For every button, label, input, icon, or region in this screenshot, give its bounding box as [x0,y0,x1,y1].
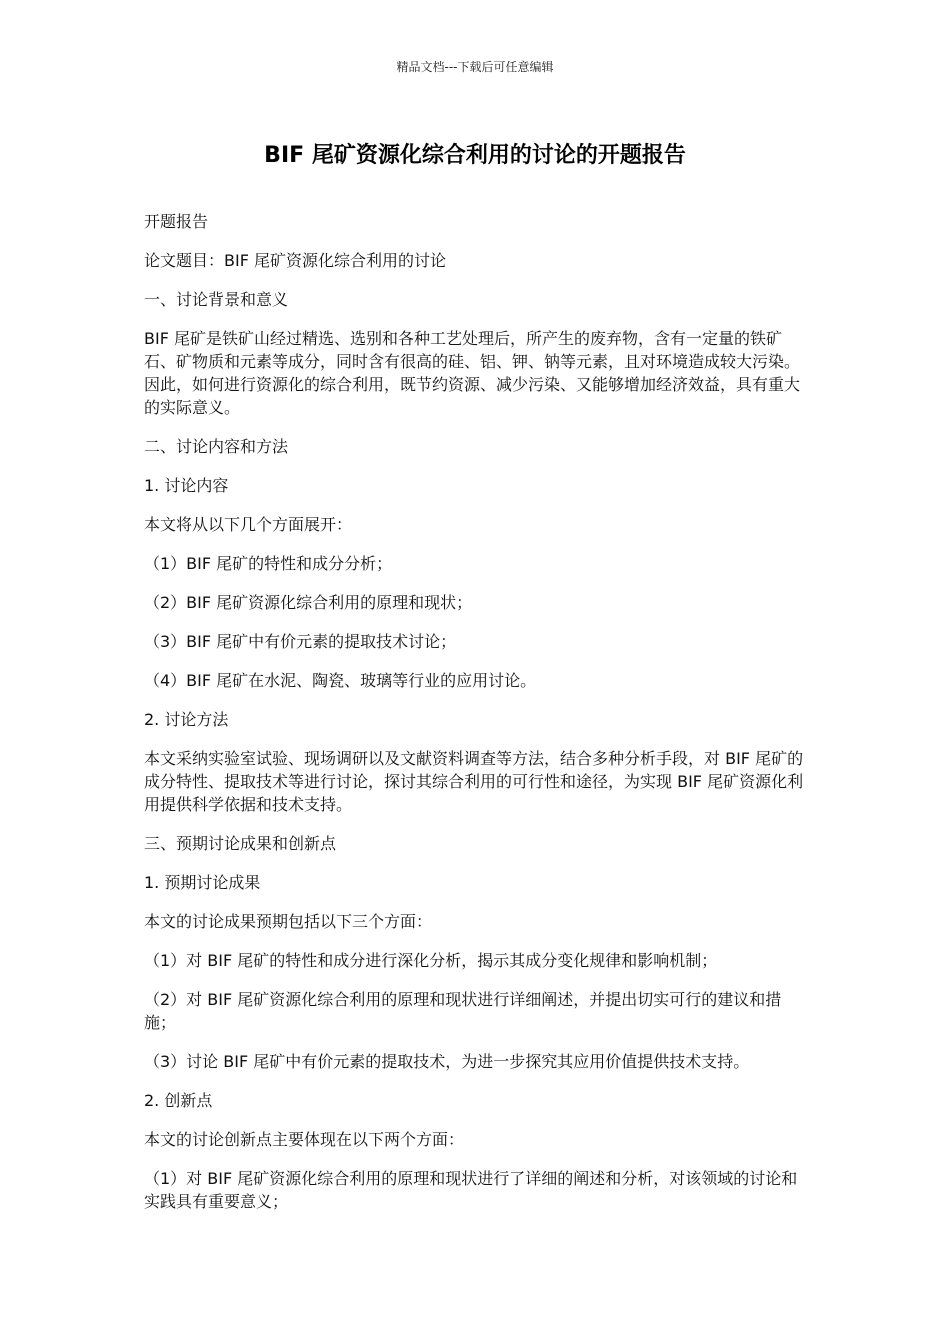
paragraph-outcomes-intro: 本文的讨论成果预期包括以下三个方面： [144,912,433,931]
paragraph-innovation-intro: 本文的讨论创新点主要体现在以下两个方面： [144,1130,465,1149]
subheading-methods: 2. 讨论方法 [144,710,229,729]
section-heading-outcomes: 三、预期讨论成果和创新点 [144,834,337,853]
section-heading-background: 一、讨论背景和意义 [144,290,289,309]
list-item-outcome-2: （2）对 BIF 尾矿资源化综合利用的原理和现状进行详细阐述，并提出切实可行的建议和措施； [144,990,782,1032]
list-item-content-4: （4）BIF 尾矿在水泥、陶瓷、玻璃等行业的应用讨论。 [144,671,537,690]
section-heading-content-methods: 二、讨论内容和方法 [144,437,289,456]
list-item-outcome-1: （1）对 BIF 尾矿的特性和成分进行深化分析，揭示其成分变化规律和影响机制； [144,951,718,970]
document-body [144,210,810,1229]
list-item-innovation-1: （1）对 BIF 尾矿资源化综合利用的原理和现状进行了详细的阐述和分析，对该领域的讨论和实践具有重要意义； [144,1169,798,1211]
paragraph-report-label: 开题报告 [144,212,209,231]
paragraph-thesis-topic: 论文题目：BIF 尾矿资源化综合利用的讨论 [144,251,446,270]
paragraph-background: BIF 尾矿是铁矿山经过精选、选别和各种工艺处理后，所产生的废弃物，含有一定量的铁矿石、矿物质和元素等成分，同时含有很高的硅、铝、钾、钠等元素，且对环境造成较大污染。因此，如何进行资源化的综合利用，既节约资源、减少污染、又能够增加经济效益，具有重大的实际意义。 [144,329,801,417]
list-item-content-2: （2）BIF 尾矿资源化综合利用的原理和现状； [144,593,473,612]
header-note: 精品文档---下载后可任意编辑 [396,60,554,74]
list-item-content-3: （3）BIF 尾矿中有价元素的提取技术讨论； [144,632,457,651]
paragraph-content-intro: 本文将从以下几个方面展开： [144,515,353,534]
document-title: BIF 尾矿资源化综合利用的讨论的开题报告 [264,143,686,168]
list-item-content-1: （1）BIF 尾矿的特性和成分分析； [144,554,393,573]
list-item-outcome-3: （3）讨论 BIF 尾矿中有价元素的提取技术，为进一步探究其应用价值提供技术支持。 [144,1052,750,1071]
subheading-expected-outcomes: 1. 预期讨论成果 [144,873,261,892]
subheading-content: 1. 讨论内容 [144,476,229,495]
paragraph-methods: 本文采纳实验室试验、现场调研以及文献资料调查等方法，结合多种分析手段，对 BIF 尾矿的成分特性、提取技术等进行讨论，探讨其综合利用的可行性和途径，为实现 BIF 尾矿资源化利用提供科学依据和技术支持。 [144,749,804,814]
subheading-innovation: 2. 创新点 [144,1091,213,1110]
